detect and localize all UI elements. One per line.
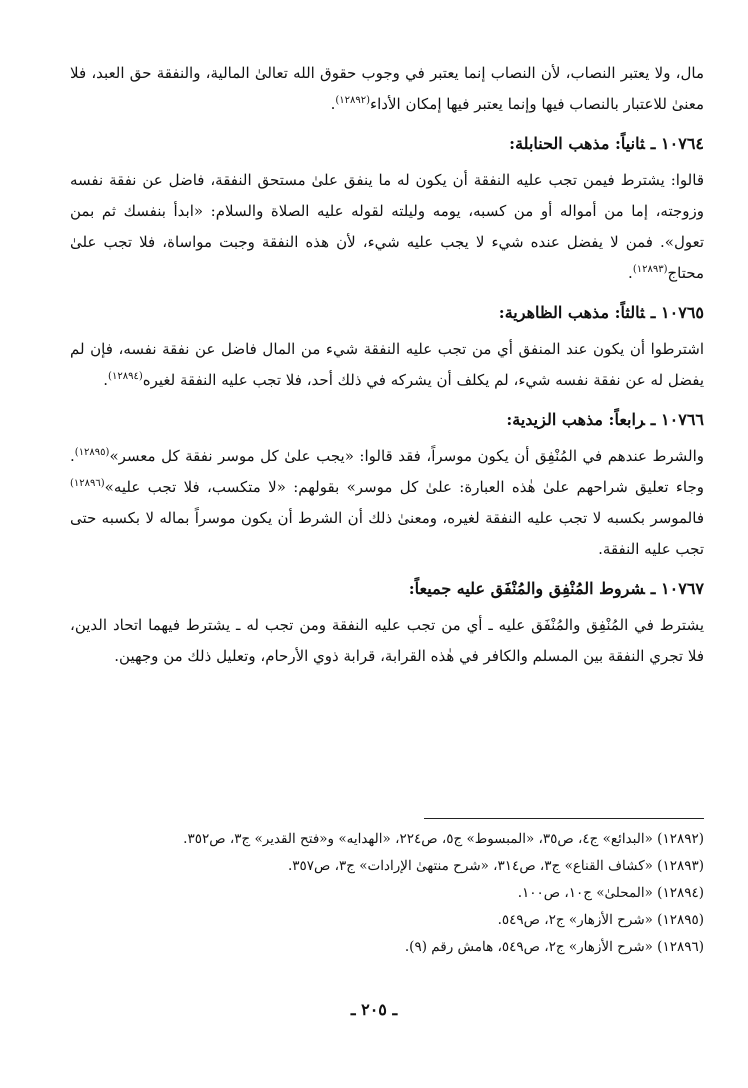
hanbali-text: قالوا: يشترط فيمن تجب عليه النفقة أن يكون له ما ينفق علىٰ مستحق النفقة، فاضل عن نفقة نفسه وزوجته، إما من أمواله أو من كسبه، يومه وليلته لقوله عليه الصلاة والسلام: «ابدأ بنفسك ثم بمن تعول». فمن لا يفضل عنده شيء لا يجب عليه شيء، لأن هذه النفقة وجبت مواساة، فلا تجب علىٰ محتاج — [70, 171, 704, 282]
footnote-ref: (١٢٨٩٣) — [632, 264, 668, 275]
section-heading-zahiri — [70, 297, 704, 328]
zaydi-paragraph — [70, 441, 704, 565]
common-conditions-paragraph: يشترط في المُنْفِق والمُنْفَق عليه ـ أي من تجب عليه النفقة ومن تجب له ـ يشترط فيهما اتحاد الدين، فلا تجري النفقة بين المسلم والكافر في هٰذه القرابة، قرابة ذوي الأرحام، وتعليل ذلك من وجهين. — [70, 616, 704, 665]
section-heading-zaydi — [70, 404, 704, 435]
section-heading-hanbali — [70, 128, 704, 159]
footnote: (١٢٨٩٥) «شرح الأزهار» ج٢، ص٥٤٩. — [497, 912, 704, 928]
footnote: (١٢٨٩٢) «البدائع» ج٤، ص٣٥، «المبسوط» ج٥، ص٢٢٤، «الهدايه» و«فتح القدير» ج٣، ص٣٥٢. — [183, 831, 704, 847]
footnote: (١٢٨٩٤) «المحلىٰ» ج١٠، ص١٠٠. — [517, 885, 704, 901]
hanbali-paragraph: قالوا: يشترط فيمن تجب عليه النفقة أن يكون له ما ينفق علىٰ مستحق النفقة، فاضل عن نفقة نفسه وزوجته، إما من أمواله أو من كسبه، يومه وليلته لقوله عليه الصلاة والسلام: «ابدأ بنفسك ثم بمن تعول». فمن لا يفضل عنده شيء لا يجب عليه شيء، لأن هذه النفقة وجبت مواساة، فلا تجب علىٰ محتاج$^{(١٢٨٩٣)}$. — [70, 171, 704, 282]
zahiri-text: اشترطوا أن يكون عند المنفق أي من تجب عليه النفقة شيء من المال فاضل عن نفقة نفسه، فإن لم يفضل له عن نفقة نفسه شيء، لم يكلف أن يشركه في ذلك أحد، فلا تجب عليه النفقة لغيره — [70, 340, 704, 389]
section-heading-common-conditions — [70, 573, 704, 604]
footnote-ref: (١٢٨٩٦) — [70, 478, 105, 489]
zahiri-paragraph: اشترطوا أن يكون عند المنفق أي من تجب عليه النفقة شيء من المال فاضل عن نفقة نفسه، فإن لم يفضل له عن نفقة نفسه شيء، لم يكلف أن يشركه في ذلك أحد، فلا تجب عليه النفقة لغيره$^{(١٢٨٩٤)}$. — [70, 340, 704, 389]
section-title: شروط المُنْفِق والمُنْفَق عليه جميعاً: — [408, 579, 645, 598]
section-number: ١٠٧٦٥ ـ — [650, 303, 704, 322]
section-number: ١٠٧٦٤ ـ — [650, 134, 704, 153]
footnote-ref: (١٢٨٩٤) — [108, 371, 143, 382]
footnote: (١٢٨٩٣) «كشاف القناع» ج٣، ص٣١٤، «شرح منتهىٰ الإرادات» ج٣، ص٣٥٧. — [287, 858, 704, 874]
page-number: ـ ٢٠٥ ـ — [350, 1000, 398, 1019]
footnotes — [70, 826, 704, 961]
zaydi-text-c: فالموسر بكسبه لا تجب عليه النفقة لغيره، ومعنىٰ ذلك أن الشرط أن يكون موسراً بماله لا بكسبه حتى تجب عليه النفقة. — [70, 509, 704, 558]
intro-paragraph: مال، ولا يعتبر النصاب، لأن النصاب إنما يعتبر في وجوب حقوق الله تعالىٰ المالية، والنفقة حق العبد، فلا معنىٰ للاعتبار بالنصاب فيها وإنما يعتبر فيها إمكان الأداء$^{(١٢٨٩٢)}$. — [70, 64, 704, 113]
section-title: ثانياً: مذهب الحنابلة: — [509, 134, 645, 153]
section-title: رابعاً: مذهب الزيدية: — [506, 410, 645, 429]
footnote-divider — [424, 818, 704, 819]
section-number: ١٠٧٦٦ ـ — [650, 410, 704, 429]
zaydi-text-a: والشرط عندهم في المُنْفِق أن يكون موسراً، فقد قالوا: «يجب علىٰ كل موسر نفقة كل معسر» — [109, 447, 704, 465]
section-title: ثالثاً: مذهب الظاهرية: — [498, 303, 645, 322]
zaydi-text-b: . وجاء تعليق شراحهم علىٰ هٰذه العبارة: علىٰ كل موسر» بقولهم: «لا متكسب، فلا تجب عليه» — [70, 447, 704, 496]
page-body — [70, 58, 704, 672]
intro-text: مال، ولا يعتبر النصاب، لأن النصاب إنما يعتبر في وجوب حقوق الله تعالىٰ المالية، والنفقة حق العبد، فلا معنىٰ للاعتبار بالنصاب فيها وإنما يعتبر فيها إمكان الأداء — [70, 64, 704, 113]
footnote: (١٢٨٩٦) «شرح الأزهار» ج٢، ص٥٤٩، هامش رقم (٩). — [404, 939, 704, 955]
footnote-ref: (١٢٨٩٥) — [74, 447, 110, 458]
footnote-ref: (١٢٨٩٢) — [335, 95, 371, 106]
section-number: ١٠٧٦٧ ـ — [650, 579, 704, 598]
